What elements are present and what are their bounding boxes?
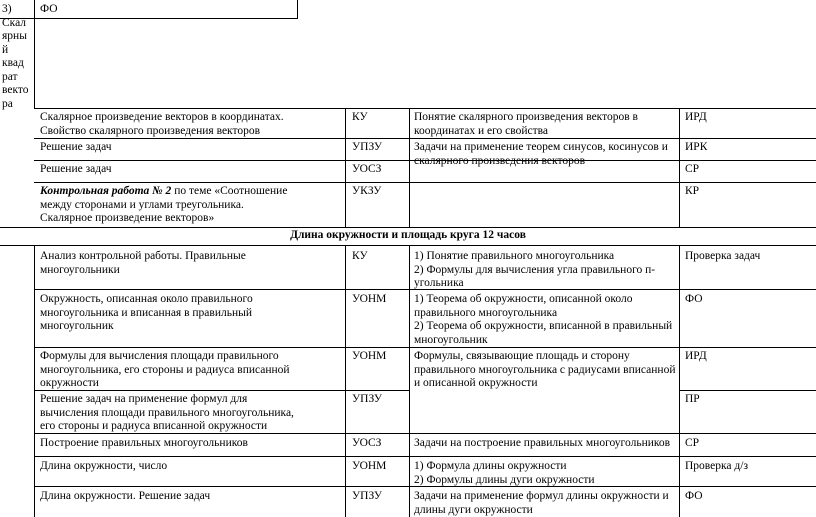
grid-line [409, 108, 410, 227]
content-line: 1) Теорема об окружности, описанной около [414, 293, 633, 305]
lesson-cell [40, 350, 290, 391]
content-cell [414, 460, 595, 487]
type-cell: УОСЗ [352, 163, 382, 175]
control-cell: ИРД [685, 350, 707, 362]
type-cell: УОНМ [352, 350, 387, 362]
content-cell [414, 293, 672, 347]
grid-line [0, 245, 816, 246]
lesson-cell [40, 293, 253, 334]
row-number-line: 3) [2, 3, 12, 15]
row-number-line: векто [2, 84, 29, 96]
lesson-line: окружности [40, 377, 99, 389]
lesson-line [40, 185, 287, 199]
lesson-cell [40, 163, 112, 177]
row-number-cell [2, 3, 29, 111]
content-line: Понятие скалярного произведения векторов в [414, 111, 638, 123]
grid-line [34, 347, 816, 348]
grid-line [345, 108, 346, 227]
lesson-line: многоугольники [40, 263, 120, 276]
control-cell: СР [685, 163, 700, 175]
lesson-cell [40, 185, 287, 226]
type-cell: УКЗУ [352, 185, 382, 197]
grid-line [679, 390, 816, 391]
lesson-line: Формулы для вычисления площади правильного [40, 350, 279, 362]
lesson-line: Решение задач на применение формул для [40, 393, 248, 405]
content-cell [414, 490, 669, 517]
lesson-cell [40, 460, 167, 474]
control-cell: ИРК [685, 141, 708, 153]
content-line: Задачи на построение правильных многоугольников [414, 437, 671, 449]
content-line: правильного многоугольника с радиусами вписанной [414, 363, 676, 376]
grid-line [34, 182, 816, 183]
grid-line [409, 245, 410, 517]
grid-line [679, 108, 680, 227]
row-number-line: квад [2, 57, 24, 69]
grid-line [34, 138, 816, 139]
content-cell [414, 350, 675, 391]
grid-line [0, 18, 298, 19]
section-header: Длина окружности и площадь круга 12 часов [290, 229, 526, 241]
test-title: Контрольная работа № 2 [40, 185, 172, 197]
lesson-cell [40, 393, 294, 434]
control-cell: Проверка д/з [685, 460, 749, 472]
content-line: координатах и его свойства [414, 124, 549, 137]
lesson-line: многоугольник [40, 320, 114, 332]
type-cell: УОНМ [352, 293, 387, 305]
lesson-cell [40, 141, 112, 155]
lesson-line: Решение задач [40, 141, 112, 153]
content-line: скалярного произведения векторов [414, 154, 586, 167]
lesson-line: Длина окружности. Решение задач [40, 490, 211, 502]
grid-line [679, 245, 680, 517]
lesson-line: Окружность, описанная около правильного [40, 293, 253, 305]
test-topic-start: по теме «Соотношение [171, 185, 288, 197]
type-cell: УОНМ [352, 460, 387, 472]
content-line: Задачи на применение теорем синусов, косинусов и [414, 141, 668, 153]
control-cell: Проверка задач [685, 250, 761, 262]
lesson-line: Решение задач [40, 163, 112, 175]
type-cell: КУ [352, 250, 368, 262]
content-cell [414, 437, 670, 451]
row-number-line: Скал [2, 16, 27, 29]
content-line: 1) Понятие правильного многоугольника [414, 250, 615, 262]
lesson-line: многоугольника и вписанная в правильный [40, 306, 252, 319]
grid-line [345, 245, 346, 517]
lesson-line: многоугольника, его стороны и радиуса вписанной [40, 363, 290, 376]
control-cell: ФО [685, 293, 703, 305]
lesson-line: Построение правильных многоугольников [40, 437, 248, 449]
row-number-line: й [2, 43, 9, 56]
lesson-line: его стороны и радиуса вписанной окружности [40, 420, 268, 432]
grid-line [297, 0, 298, 18]
lesson-line: Длина окружности, число [40, 460, 168, 472]
grid-line [34, 108, 816, 109]
content-line: 1) Формула длины окружности [414, 460, 567, 472]
control-cell: КР [685, 185, 700, 197]
content-line: правильного многоугольника [414, 306, 558, 319]
content-line: 2) Формулы длины дуги окружности [414, 473, 595, 486]
content-line: 2) Теорема об окружности, вписанной в правильный [414, 320, 673, 332]
type-cell: УПЗУ [352, 490, 383, 502]
control-cell: ИРД [685, 111, 707, 123]
content-line: 2) Формулы для вычисления угла правильного п- [414, 263, 656, 276]
grid-line [34, 456, 816, 457]
content-line: длины дуги окружности [414, 503, 533, 516]
control-cell: ПР [685, 393, 700, 405]
row-number-line: рат [2, 70, 18, 83]
lesson-line: между сторонами и углами треугольника. [40, 198, 244, 211]
row-number-line: ра [2, 97, 13, 110]
lesson-cell [40, 111, 284, 138]
content-cell [414, 250, 655, 291]
type-cell: УПЗУ [352, 141, 383, 153]
content-line: угольника [414, 277, 464, 289]
row-number-line: ярны [2, 30, 27, 42]
lesson-cell [40, 437, 248, 451]
content-cell [414, 111, 638, 138]
content-line: Задачи на применение формул длины окружности и [414, 490, 669, 502]
grid-line [34, 245, 35, 517]
grid-line [34, 0, 35, 108]
content-line: Формулы, связывающие площадь и сторону [414, 350, 630, 362]
lesson-line: вычисления площади правильного многоугольника, [40, 406, 294, 419]
control-cell: ФО [685, 490, 703, 502]
lesson-line: Скалярное произведение векторов в координатах. [40, 111, 284, 123]
lesson-line: Скалярное произведение векторов» [40, 212, 215, 224]
lesson-line: Анализ контрольной работы. Правильные [40, 250, 246, 262]
type-cell: УПЗУ [352, 393, 383, 405]
type-cell: УОСЗ [352, 437, 382, 449]
content-line: многоугольник [414, 333, 488, 346]
content-cell [414, 141, 668, 168]
type-cell: КУ [352, 111, 368, 123]
lesson-cell [40, 490, 210, 504]
content-line: и описанной окружности [414, 377, 538, 389]
control-cell: СР [685, 437, 700, 449]
top-control-cell: ФО [40, 3, 58, 15]
lesson-line: Свойство скалярного произведения векторов [40, 124, 261, 137]
grid-line [0, 227, 816, 228]
lesson-cell [40, 250, 246, 277]
